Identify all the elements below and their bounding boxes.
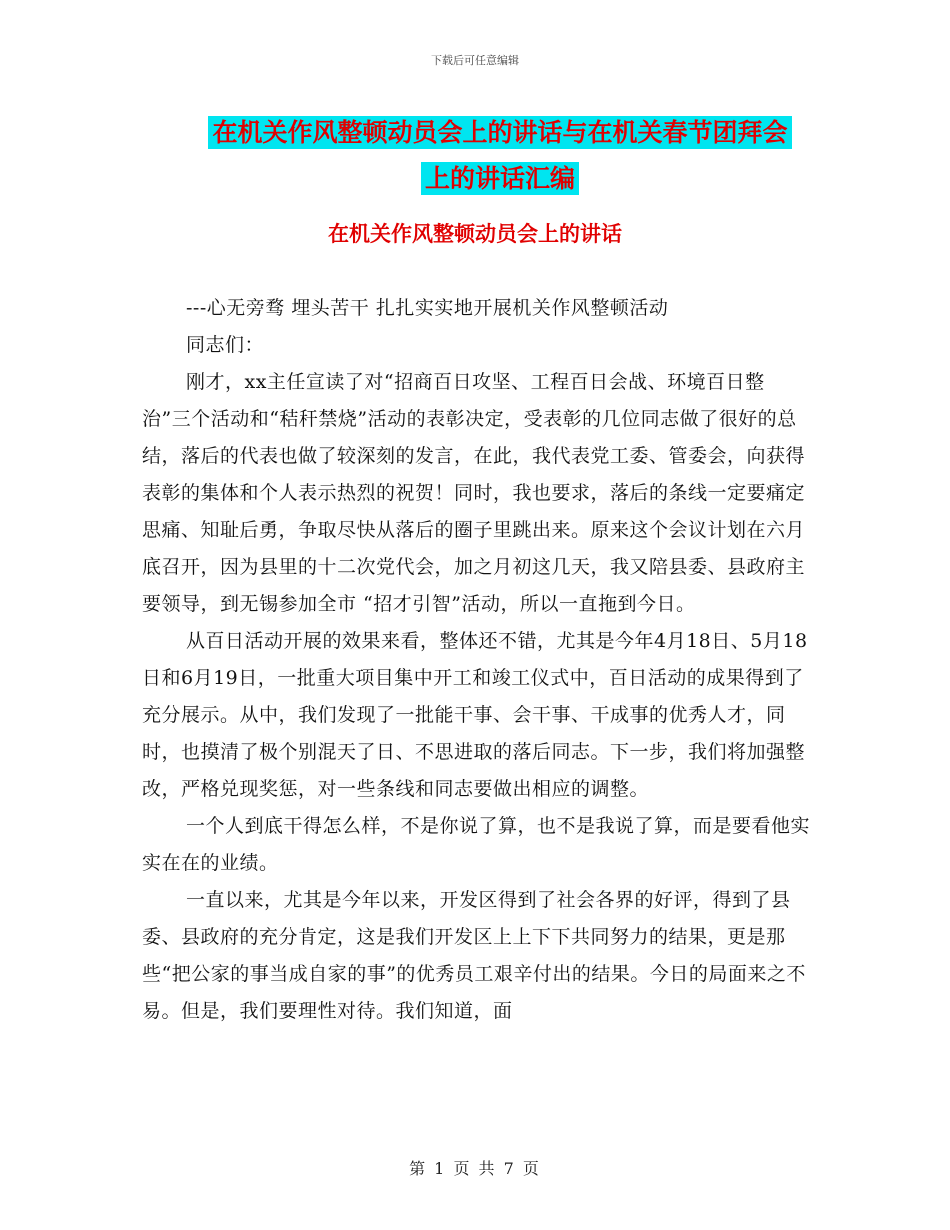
- paragraph: 一直以来，尤其是今年以来，开发区得到了社会各界的好评，得到了县委、县政府的充分肯定，这是我们开发区上上下下共同努力的结果，更是那些“把公家的事当成自家的事”的优秀员工艰辛付出的结果。今日的局面来之不易。但是，我们要理性对待。我们知道，面: [142, 889, 806, 1022]
- document-title-line2: 上的讲话汇编: [421, 162, 579, 195]
- page-footer: 第 1 页 共 7 页: [409, 1159, 541, 1178]
- salutation: 同志们：: [186, 334, 265, 356]
- document-title: [190, 110, 810, 202]
- section-title: 在机关作风整顿动员会上的讲话: [328, 222, 622, 246]
- paragraph: 刚才，xx主任宣读了对“招商百日攻坚、工程百日会战、环境百日整治”三个活动和“秸秆禁烧”活动的表彰决定，受表彰的几位同志做了很好的总结，落后的代表也做了较深刻的发言，在此，我代表党工委、管委会，向获得表彰的集体和个人表示热烈的祝贺！同时，我也要求，落后的条线一定要痛定思痛、知耻后勇，争取尽快从落后的圈子里跳出来。原来这个会议计划在六月底召开，因为县里的十二次党代会，加之月初这几天，我又陪县委、县政府主要领导，到无锡参加全市 “招才引智”活动，所以一直拖到今日。: [142, 371, 806, 615]
- header-note: 下载后可任意编辑: [431, 54, 519, 67]
- body-text: [142, 290, 810, 1030]
- document-title-line1: 在机关作风整顿动员会上的讲话与在机关春节团拜会: [208, 116, 791, 149]
- paragraph: 从百日活动开展的效果来看，整体还不错，尤其是今年4月18日、5月18日和6月19日，一批重大项目集中开工和竣工仪式中，百日活动的成果得到了充分展示。从中，我们发现了一批能干事、会干事、干成事的优秀人才，同时，也摸清了极个别混天了日、不思进取的落后同志。下一步，我们将加强整改，严格兑现奖惩，对一些条线和同志要做出相应的调整。: [142, 630, 808, 800]
- paragraph: 一个人到底干得怎么样，不是你说了算，也不是我说了算，而是要看他实实在在的业绩。: [142, 815, 811, 874]
- subtitle: ---心无旁骛 埋头苦干 扎扎实实地开展机关作风整顿活动: [186, 297, 669, 319]
